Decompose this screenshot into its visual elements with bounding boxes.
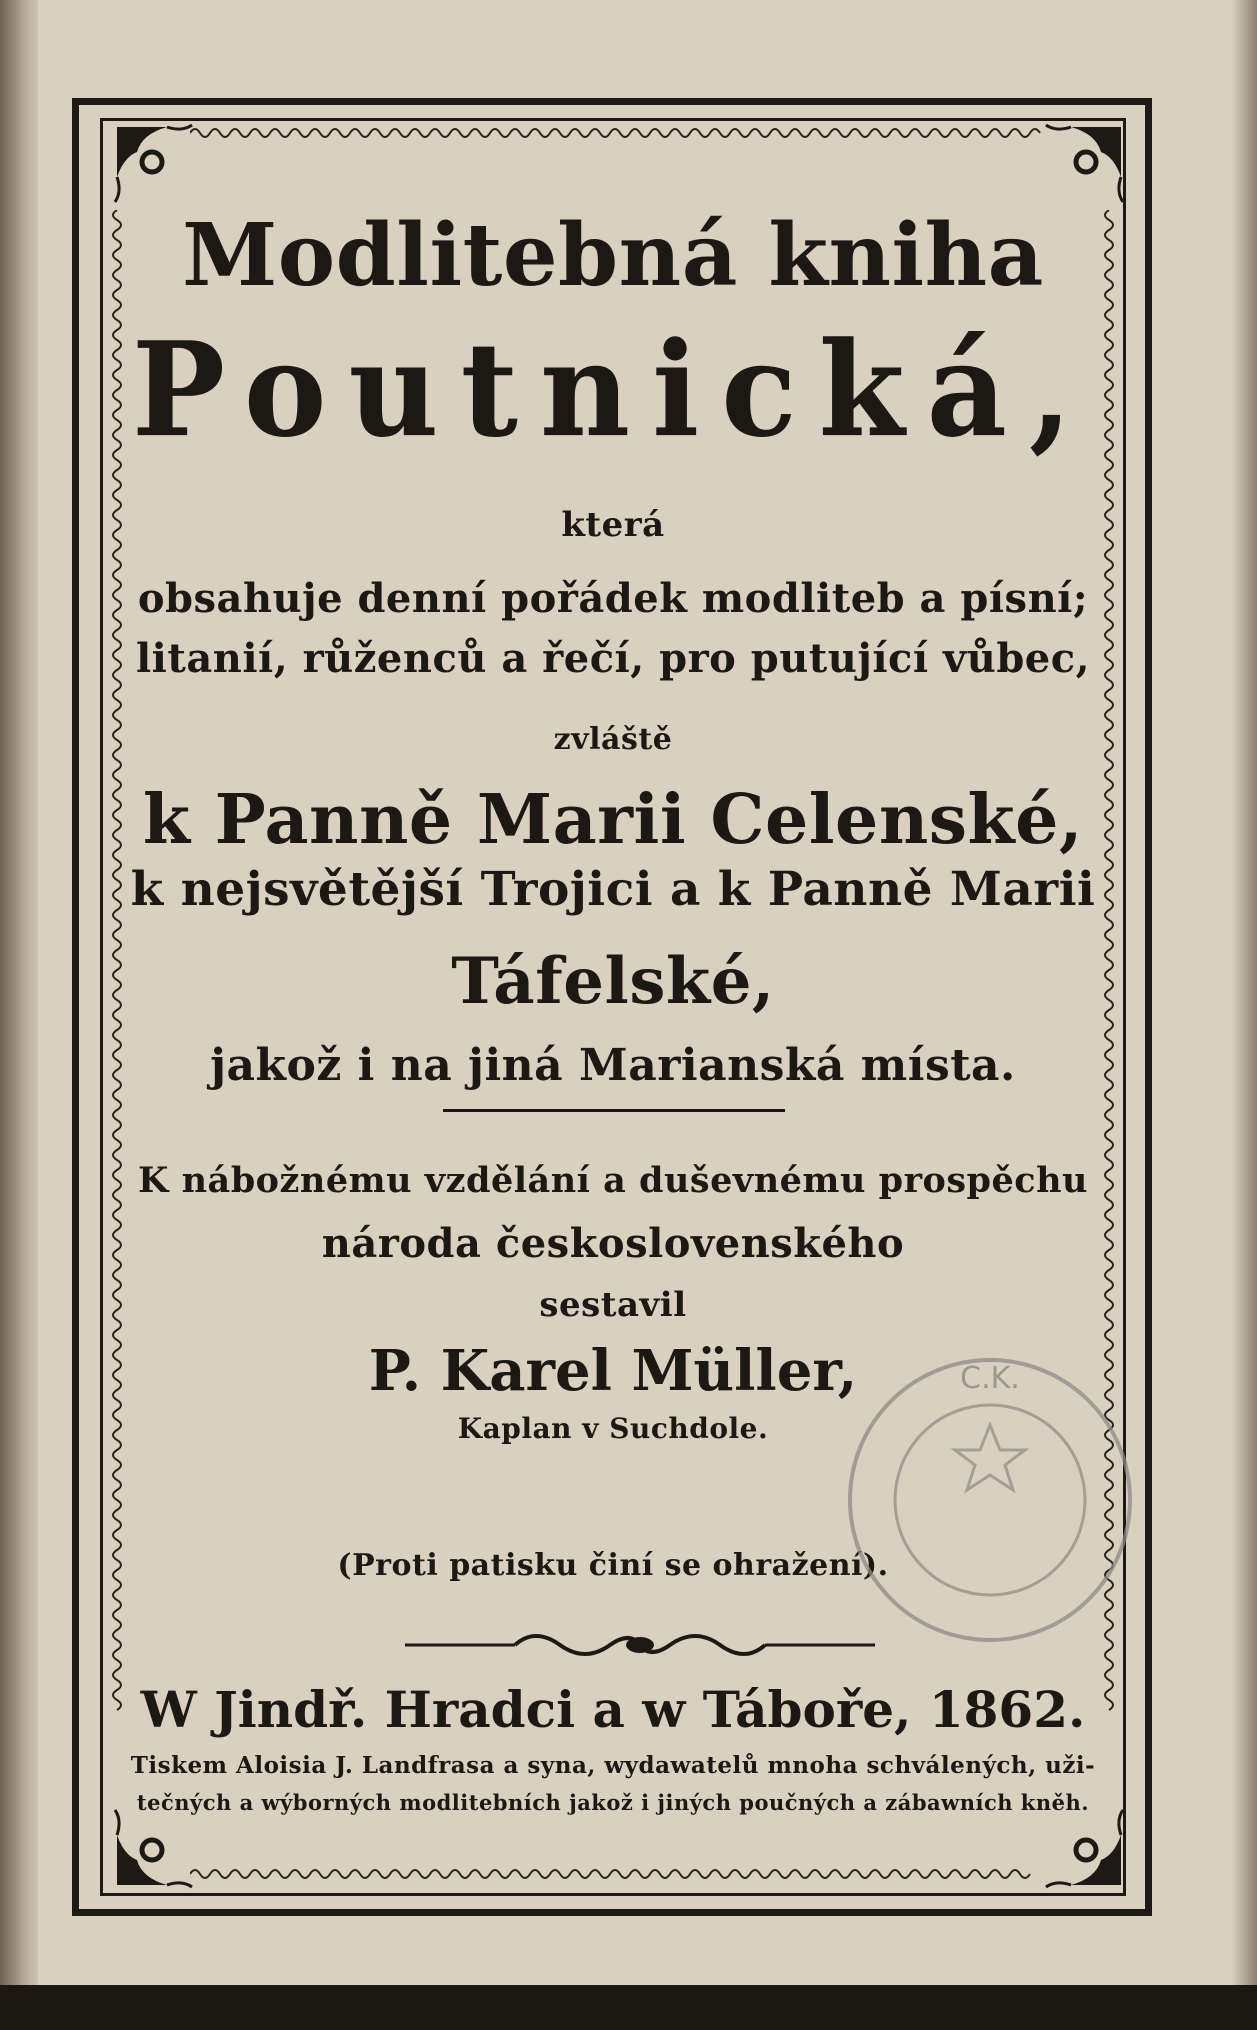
title-line-2: Poutnická,: [131, 314, 1095, 467]
wavy-border-bottom: [190, 1865, 1050, 1883]
page-edge-left: [0, 0, 38, 2030]
description-line-2: litanií, růženců a řečí, pro putující vůbec,: [135, 635, 1091, 682]
author-name: P. Karel Müller,: [368, 1338, 858, 1404]
library-stamp-icon: [830, 1340, 1150, 1660]
title-line-1: Modlitebná kniha: [182, 205, 1044, 306]
wavy-border-top: [190, 124, 1050, 142]
printer-line-1: Tiskem Aloisia J. Landfrasa a syna, wydawatelů mnoha schválených, uži-: [130, 1752, 1096, 1779]
divider-rule: [443, 1109, 785, 1112]
jakoz-line: jakož i na jiná Marianská místa.: [210, 1040, 1016, 1091]
compiled-by-text: sestavil: [539, 1285, 687, 1325]
zvlaste-text: zvláště: [553, 722, 673, 757]
imprint-place-year: W Jindř. Hradci a w Táboře, 1862.: [140, 1680, 1086, 1739]
ornamental-divider-icon: [405, 1620, 875, 1670]
ktera-text: která: [561, 505, 665, 545]
description-line-1: obsahuje denní pořádek modliteb a písní;: [137, 575, 1089, 622]
dedication-line-1: K nábožnému vzdělání a duševnému prospěchu: [137, 1160, 1089, 1201]
stamp-text: C.K.: [960, 1361, 1020, 1396]
author-title: Kaplan v Suchdole.: [457, 1412, 769, 1445]
place-line-3: Táfelské,: [451, 944, 775, 1019]
printer-line-2: tečných a wýborných modlitebních jakož i jiných poučných a zábawních kněh.: [136, 1790, 1090, 1815]
wavy-border-left: [108, 210, 126, 1830]
place-line-1: k Panně Marii Celenské,: [142, 780, 1084, 860]
page-edge-bottom: [0, 1985, 1257, 2030]
dedication-line-2: národa československého: [321, 1220, 905, 1267]
page-edge-right: [1232, 0, 1257, 2030]
place-line-2: k nejsvětější Trojici a k Panně Marii: [130, 862, 1096, 917]
corner-ornament-top-right-icon: [1036, 122, 1126, 212]
corner-ornament-top-left-icon: [112, 122, 202, 212]
copyright-notice: (Proti patisku činí se ohražení).: [337, 1548, 889, 1583]
